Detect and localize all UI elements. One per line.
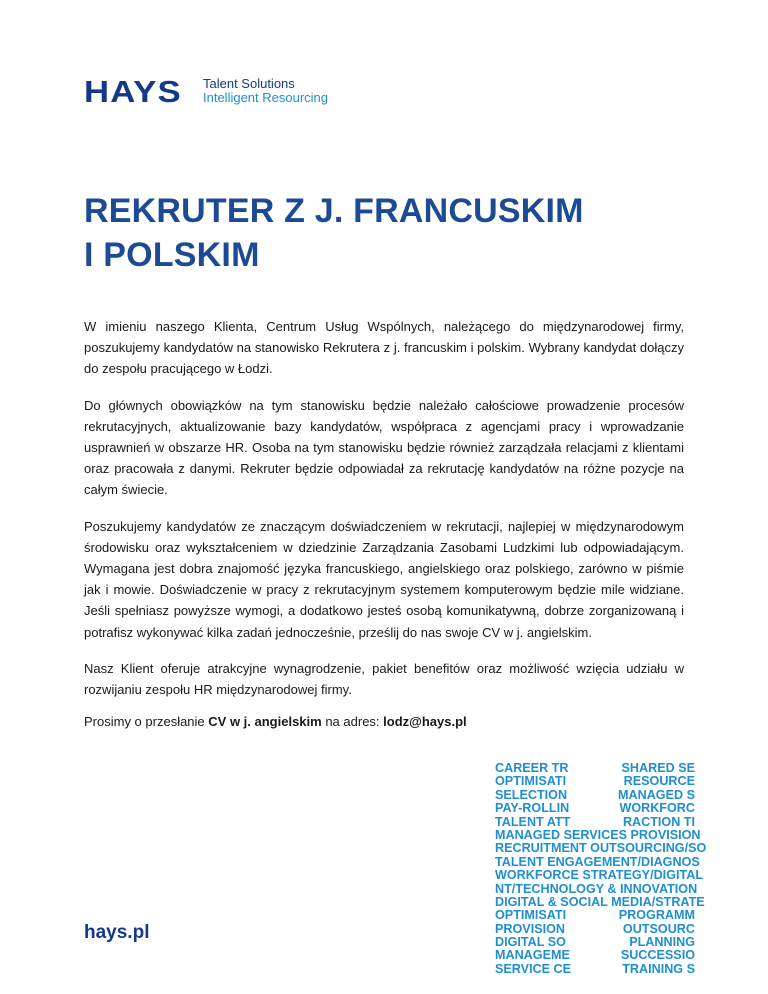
wordcloud-row: [495, 881, 698, 896]
wordcloud-term: RACTION TI: [622, 814, 695, 829]
wordcloud-term: TALENT ATT: [495, 814, 571, 829]
wordcloud-term: PROGRAMM: [618, 908, 695, 923]
wordcloud-term: DIGITAL SO: [495, 935, 566, 950]
logo-tagline-line1: Talent Solutions: [203, 76, 295, 91]
wordcloud-term: MANAGEME: [495, 948, 570, 963]
wordcloud-term: PAY-ROLLIN: [495, 801, 570, 816]
wordcloud-term: RECRUITMENT OUTSOURCING/SO: [495, 841, 707, 856]
services-wordcloud: [495, 761, 707, 976]
wordcloud-term: OPTIMISATI: [495, 908, 567, 923]
footer-website-link[interactable]: hays.pl: [84, 922, 150, 943]
wordcloud-term: SELECTION: [495, 787, 568, 802]
wordcloud-row: [495, 868, 704, 883]
wordcloud-term: SUCCESSIO: [620, 948, 695, 963]
wordcloud-row: [495, 909, 695, 922]
wordcloud-row: [495, 762, 695, 775]
wordcloud-term: OPTIMISATI: [495, 774, 567, 789]
wordcloud-term: OUTSOURC: [622, 921, 695, 936]
contact-mid: na adres:: [321, 714, 384, 730]
wordcloud-row: [495, 936, 695, 949]
job-title-line1: REKRUTER Z J. FRANCUSKIM: [84, 192, 584, 230]
wordcloud-row: [495, 775, 695, 788]
logo-tagline-line2: Intelligent Resourcing: [203, 90, 329, 105]
paragraph-contact: [84, 711, 684, 732]
wordcloud-row: [495, 963, 695, 976]
wordcloud-term: SHARED SE: [621, 761, 695, 775]
wordcloud-row: [495, 923, 695, 936]
contact-cv-language: CV w j. angielskim: [208, 714, 322, 730]
wordcloud-row: [495, 816, 695, 829]
wordcloud-term: RESOURCE: [623, 774, 695, 789]
wordcloud-term: WORKFORC: [619, 801, 695, 816]
wordcloud-term: DIGITAL & SOCIAL MEDIA/STRATE: [495, 894, 705, 909]
paragraph-intro: W imieniu naszego Klienta, Centrum Usług Wspólnych, należącego do międzynarodowej firmy, poszukujemy kandydatów na stanowisko Rekrutera z j. francuskim i polskim. Wybrany kandydat dołączy do zespołu pracującego w Łodzi.: [84, 319, 684, 377]
wordcloud-row: [495, 827, 701, 842]
wordcloud-row: [495, 789, 695, 802]
paragraph-responsibilities: Do głównych obowiązków na tym stanowisku będzie należało całościowe prowadzenie procesów rekrutacyjnych, aktualizowanie bazy kandydatów, współpraca z agencjami pracy i wprowadzanie usprawnień w obszarze HR. Osoba na tym stanowisku będzie również zarządzała relacjami z klientami oraz pracowała z danymi. Rekruter będzie odpowiadał za rekrutację kandydatów na różne pozycje na całym świecie.: [84, 397, 684, 498]
wordcloud-row: [495, 841, 707, 856]
job-title-line2: I POLSKIM: [84, 236, 260, 274]
hays-logo-mark: HAYS: [84, 74, 182, 109]
wordcloud-term: MANAGED S: [618, 787, 695, 802]
paragraph-offer: Nasz Klient oferuje atrakcyjne wynagrodzenie, pakiet benefitów oraz możliwość wzięcia udziału w rozwijaniu zespołu HR międzynarodowej firmy.: [84, 660, 684, 698]
wordcloud-term: TRAINING S: [622, 961, 695, 976]
wordcloud-row: [495, 854, 700, 869]
wordcloud-row: [495, 894, 705, 909]
wordcloud-term: TALENT ENGAGEMENT/DIAGNOS: [495, 854, 700, 869]
paragraph-requirements: Poszukujemy kandydatów ze znaczącym doświadczeniem w rekrutacji, najlepiej w międzynarodowym środowisku oraz wykształceniem w dziedzinie Zarządzania Zasobami Ludzkimi lub odpowiadającym. Wymagana jest dobra znajomość języka francuskiego, angielskiego oraz polskiego, zarówno w piśmie jak i mowie. Doświadczenie w pracy z rekrutacyjnym systemem komputerowym będzie mile widziane. Jeśli spełniasz powyższe wymogi, a dodatkowo jesteś osobą komunikatywną, dobrze zorganizowaną i potrafisz wykonywać kilka zadań jednocześnie, prześlij do nas swoje CV w j. angielskim.: [84, 518, 684, 640]
wordcloud-row: [495, 949, 695, 962]
logo-tagline: [203, 77, 328, 105]
wordcloud-term: NT/TECHNOLOGY & INNOVATION: [495, 881, 698, 896]
job-description: [84, 316, 684, 747]
wordcloud-row: [495, 802, 695, 815]
wordcloud-term: MANAGED SERVICES PROVISION: [495, 827, 701, 842]
contact-email-link[interactable]: lodz@hays.pl: [383, 714, 467, 730]
wordcloud-term: CAREER TR: [495, 761, 569, 775]
wordcloud-term: PROVISION: [495, 921, 565, 936]
contact-prefix: Prosimy o przesłanie: [84, 714, 209, 730]
wordcloud-term: WORKFORCE STRATEGY/DIGITAL: [495, 868, 704, 883]
job-title: [84, 189, 584, 277]
wordcloud-term: PLANNING: [629, 935, 695, 950]
wordcloud-term: SERVICE CE: [495, 961, 572, 976]
